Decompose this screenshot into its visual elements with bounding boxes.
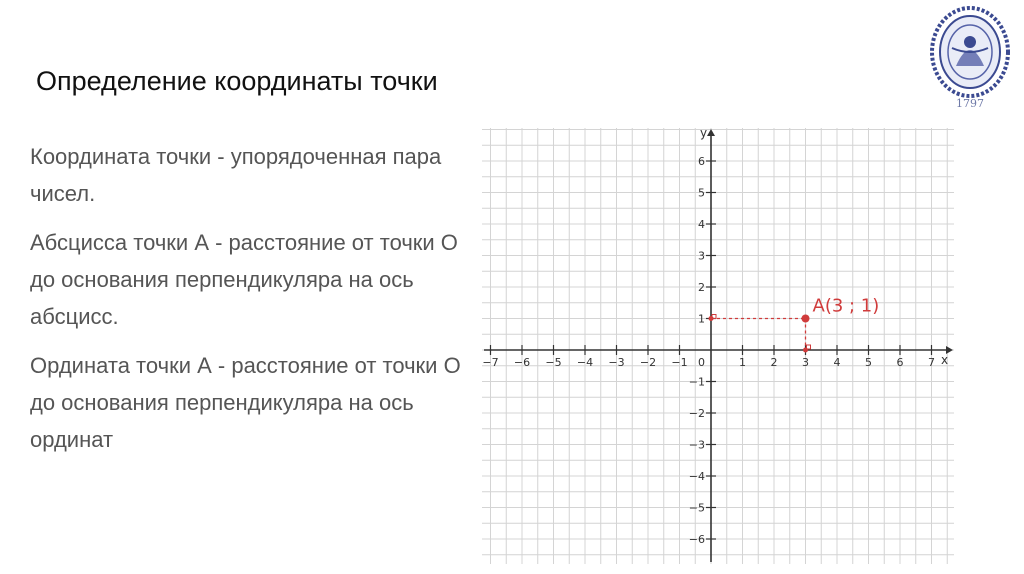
x-tick-label: 1 [739, 356, 746, 369]
projection-point-x [803, 348, 808, 353]
point-a-label: A(3 ; 1) [812, 295, 880, 317]
x-tick-label: −7 [482, 356, 499, 369]
y-tick-label: −2 [688, 407, 705, 420]
y-tick-label: −1 [688, 375, 705, 389]
origin-label: 0 [698, 356, 705, 369]
x-tick-label: −6 [513, 356, 531, 369]
paragraph-ordinate-definition: Ордината точки А - расстояние от точки О до основания перпендикуляра на ось ординат [30, 353, 461, 452]
y-tick-label: 2 [698, 281, 705, 294]
x-tick-label: −2 [639, 356, 657, 369]
y-tick-label: −5 [688, 501, 705, 515]
logo-year: 1797 [956, 97, 984, 110]
x-tick-label: −1 [671, 356, 688, 369]
y-tick-label: −6 [688, 533, 705, 546]
y-tick-label: −4 [688, 470, 705, 483]
x-tick-label: 7 [928, 356, 935, 369]
y-tick-label: 6 [698, 155, 705, 168]
y-tick-label: 4 [698, 218, 705, 231]
y-axis-name: y [700, 128, 708, 140]
coordinate-plane [482, 128, 954, 564]
paragraph-coordinate-definition: Координата точки - упорядоченная пара чисел. [30, 144, 442, 206]
x-tick-label: −4 [576, 356, 594, 369]
y-tick-label: 1 [698, 312, 705, 326]
x-tick-label: 2 [770, 356, 778, 369]
y-tick-label: 3 [698, 249, 705, 263]
x-tick-label: 5 [865, 356, 872, 369]
x-tick-label: −3 [608, 356, 625, 369]
x-tick-label: −5 [545, 356, 562, 369]
x-tick-label: 3 [802, 356, 809, 369]
point-a [802, 315, 810, 323]
x-axis-name: x [941, 353, 949, 367]
y-tick-label: −3 [688, 438, 705, 452]
university-seal-icon [926, 4, 1014, 108]
x-tick-label: 4 [833, 356, 841, 369]
projection-point-y [709, 316, 714, 321]
y-tick-label: 5 [698, 186, 705, 200]
paragraph-abscissa-definition: Абсцисса точки А - расстояние от точки О до основания перпендикуляра на ось абсцисс. [30, 230, 458, 329]
slide-title: Определение координаты точки [36, 66, 438, 96]
x-tick-label: 6 [896, 356, 904, 369]
slide-text [30, 138, 470, 470]
